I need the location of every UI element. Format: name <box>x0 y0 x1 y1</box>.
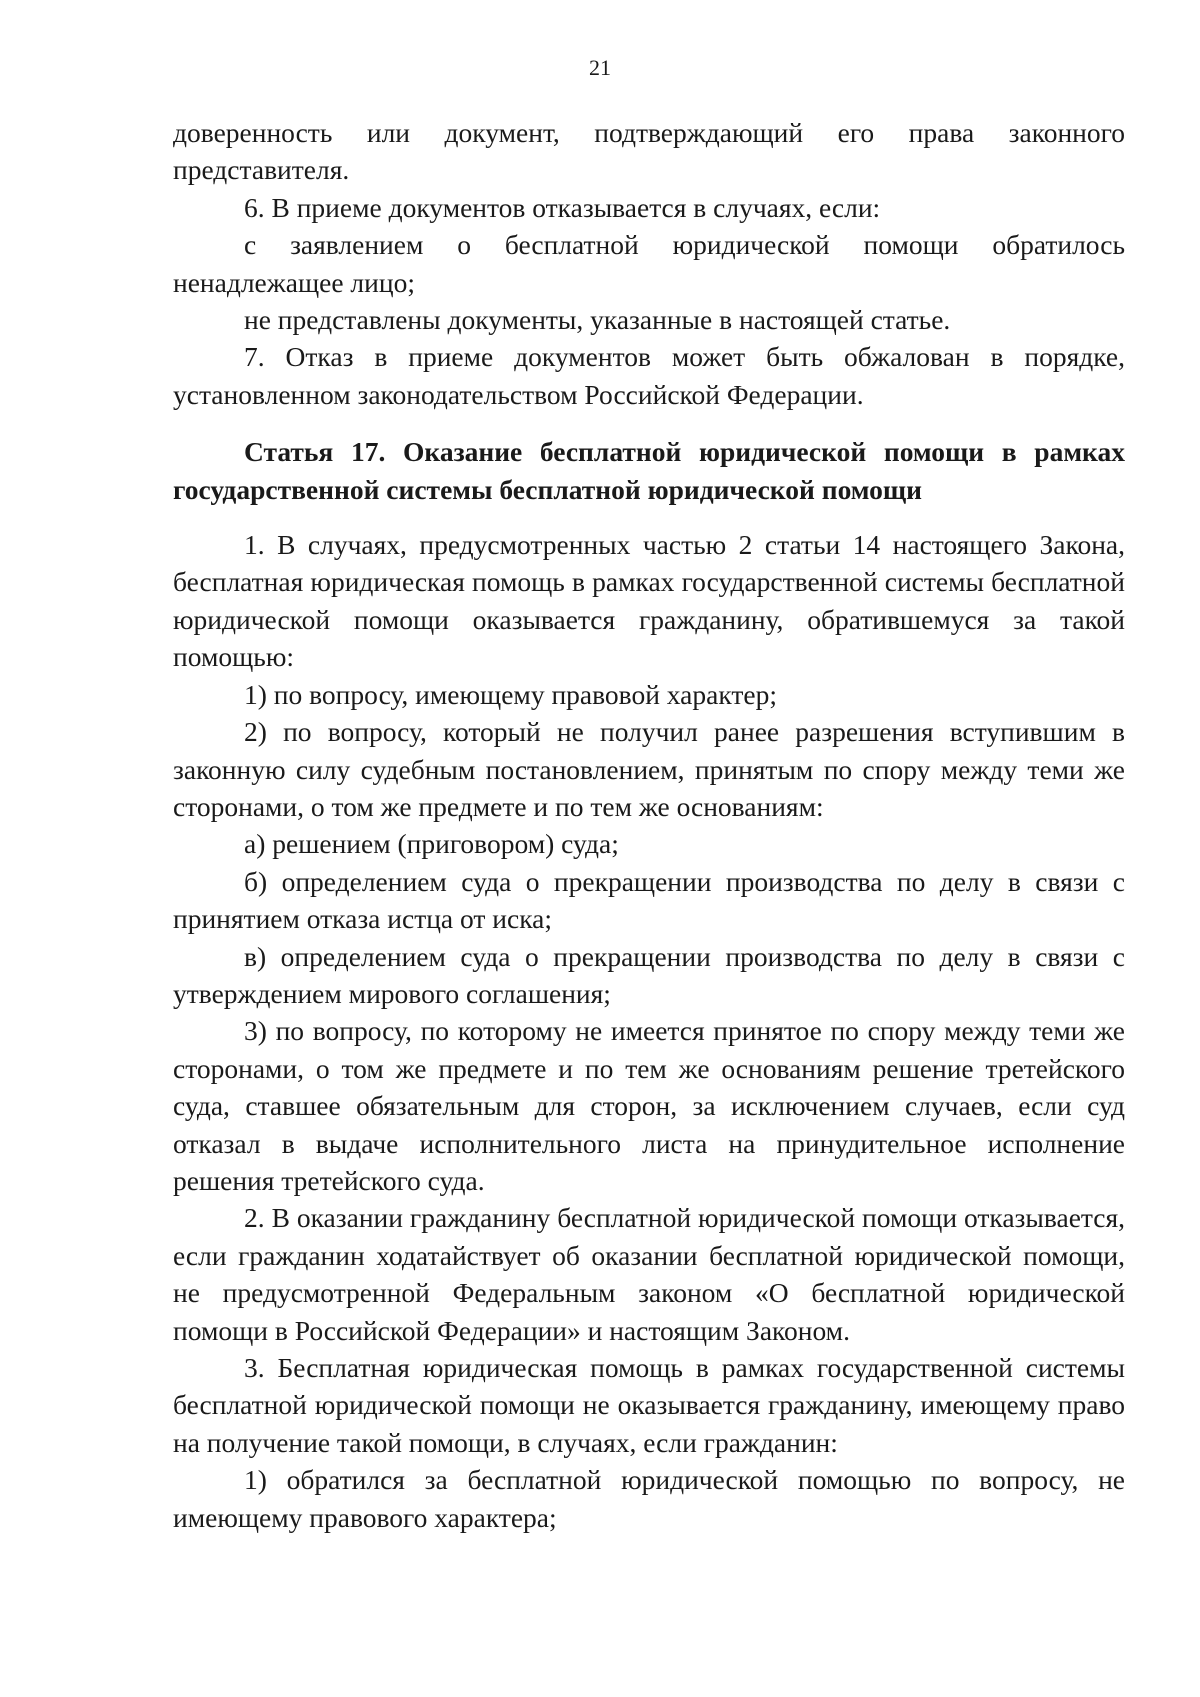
paragraph: в) определением суда о прекращении производства по делу в связи с утверждением мирового соглашения; <box>173 940 1125 1009</box>
paragraphs-after <box>173 526 1125 1536</box>
paragraph: б) определением суда о прекращении производства по делу в связи с принятием отказа истца от иска; <box>173 865 1125 935</box>
article-heading: Статья 17. Оказание бесплатной юридической помощи в рамках государственной системы бесплатной юридической помощи <box>173 436 1125 505</box>
paragraph: 2. В оказании гражданину бесплатной юридической помощи отказывается, если гражданин ходатайствует об оказании бесплатной юридической помощи, не предусмотренной Федеральным законом «О бесплатной юридической помощи в Российской Федерации» и настоящим Законом. <box>173 1202 1125 1346</box>
paragraph: 1) обратился за бесплатной юридической помощью по вопросу, не имеющему правового характера; <box>173 1464 1125 1533</box>
paragraph: 3) по вопросу, по которому не имеется принятое по спору между теми же сторонами, о том же предмете и по тем же основаниям решение третейского суда, ставшее обязательным для сторон, за исключением случаев, если суд отказал в выдаче исполнительного листа на принудительное исполнение решения третейского суда. <box>173 1015 1125 1196</box>
paragraph: 3. Бесплатная юридическая помощь в рамках государственной системы бесплатной юридической помощи не оказывается гражданину, имеющему право на получение такой помощи, в случаях, если гражданин: <box>173 1352 1125 1458</box>
paragraphs-before <box>173 114 1125 413</box>
paragraph: 2) по вопросу, который не получил ранее разрешения вступившим в законную силу судебным постановлением, принятым по спору между теми же сторонами, о том же предмете и по тем же основаниям: <box>173 716 1125 822</box>
document-body <box>173 114 1125 1536</box>
paragraph: доверенность или документ, подтверждающий его права законного представителя. <box>173 117 1125 186</box>
paragraph: а) решением (приговором) суда; <box>244 828 619 860</box>
paragraph: с заявлением о бесплатной юридической помощи обратилось ненадлежащее лицо; <box>173 229 1125 298</box>
paragraph: 1. В случаях, предусмотренных частью 2 статьи 14 настоящего Закона, бесплатная юридическая помощь в рамках государственной системы бесплатной юридической помощи оказывается гражданину, обратившемуся за такой помощью: <box>173 529 1125 673</box>
paragraph: 6. В приеме документов отказывается в случаях, если: <box>244 191 881 223</box>
paragraph: 1) по вопросу, имеющему правовой характер; <box>244 678 777 710</box>
page-number: 21 <box>589 55 611 80</box>
paragraph: 7. Отказ в приеме документов может быть обжалован в порядке, установленном законодательством Российской Федерации. <box>173 341 1125 410</box>
paragraph: не представлены документы, указанные в настоящей статье. <box>244 304 951 336</box>
